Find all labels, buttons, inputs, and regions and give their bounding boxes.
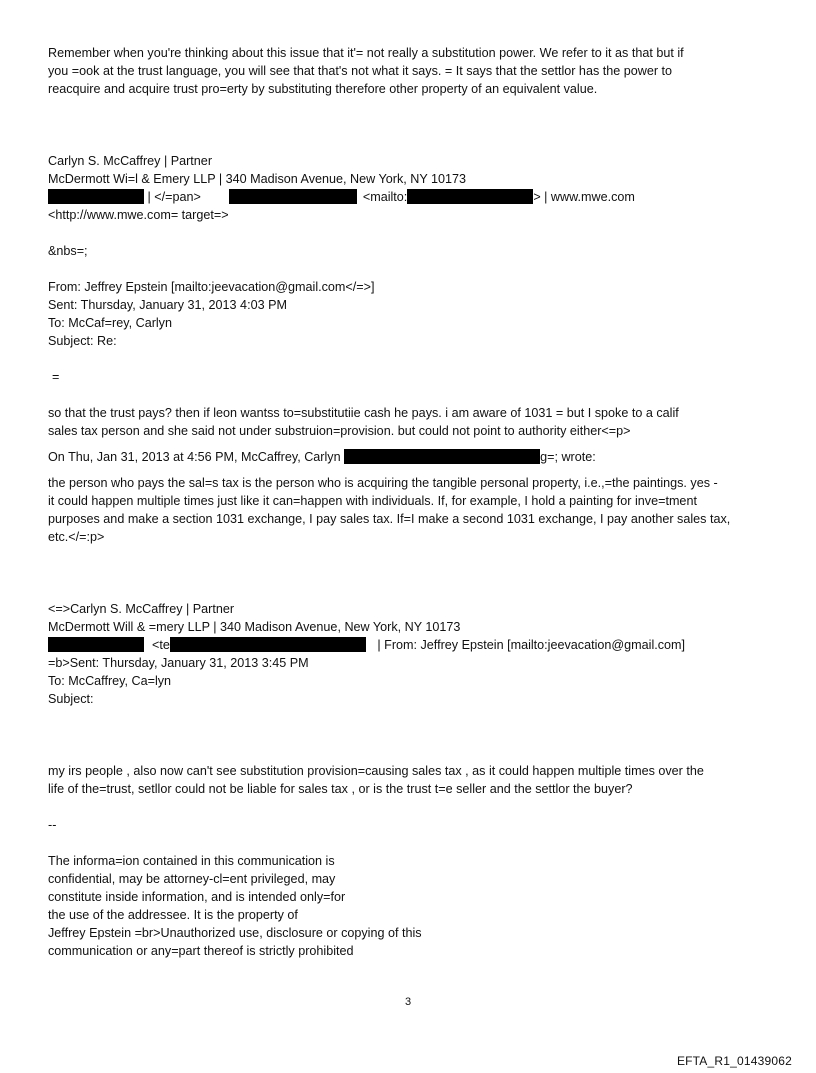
signature-url: <http://www.mwe.com= target=> [48,208,229,222]
redaction-box [170,637,366,652]
text-line: so that the trust pays? then if leon wantss to=substitutiie cash he pays. i am aware of 1031 = but I spoke to a calif [48,406,679,420]
nbsp-artifact: &nbs=; [48,244,88,258]
signature-contact-line [48,636,768,654]
signature-block-2 [48,600,768,708]
header-subject: Subject: [48,692,94,706]
equals-artifact: = [52,370,60,384]
text-line: sales tax person and she said not under substruion=provision. but could not point to authority either<=p> [48,424,631,438]
signature-fragment: <te [152,638,170,652]
text-line: Jeffrey Epstein =br>Unauthorized use, disclosure or copying of this [48,926,422,940]
header-sent: Sent: Thursday, January 31, 2013 4:03 PM [48,298,287,312]
bates-number: EFTA_R1_01439062 [676,1054,792,1068]
text-line: you =ook at the trust language, you will see that that's not what it says. = It says that the settlor has the power to [48,64,673,78]
text-line: etc.</=:p> [48,530,105,544]
text-line: it could happen multiple times just like it can=happen with individuals. If, for example, I hold a painting for inve=tment [48,494,697,508]
email-document [48,44,768,960]
paragraph-sales-tax [48,474,768,546]
confidentiality-disclaimer [48,852,768,960]
email-header-1 [48,278,768,350]
signature-fragment: | </=pan> [144,190,201,204]
redaction-box [48,637,144,652]
signature-name: <=>Carlyn S. McCaffrey | Partner [48,602,235,616]
signature-block-1 [48,152,768,224]
paragraph-substitution-power [48,44,768,98]
paragraph-trust-pays [48,404,768,440]
text-line: the use of the addressee. It is the property of [48,908,298,922]
page-number: 3 [404,996,412,1008]
text-line: the person who pays the sal=s tax is the person who is acquiring the tangible personal property, i.e.,=the paintings. yes - [48,476,718,490]
redaction-box [344,449,540,464]
text-line: communication or any=part thereof is strictly prohibited [48,944,354,958]
paragraph-irs-people [48,762,768,798]
signature-fragment: <mailto: [362,190,408,204]
header-subject: Subject: Re: [48,334,117,348]
signature-contact-line [48,188,768,206]
text-line: reacquire and acquire trust pro=erty by substituting therefore other property of an equivalent value. [48,82,598,96]
signature-firm: McDermott Will & =mery LLP | 340 Madison Avenue, New York, NY 10173 [48,620,461,634]
quote-attribution [48,448,768,466]
signature-fragment: > | www.mwe.com [533,190,635,204]
text-line: confidential, may be attorney-cl=ent privileged, may [48,872,336,886]
attribution-text: On Thu, Jan 31, 2013 at 4:56 PM, McCaffrey, Carlyn [48,450,345,464]
header-from: From: Jeffrey Epstein [mailto:jeevacation@gmail.com</=>] [48,280,375,294]
text-line: Remember when you're thinking about this issue that it'= not really a substitution power. We refer to it as that but if [48,46,684,60]
redaction-box [48,189,144,204]
signature-fragment: | From: Jeffrey Epstein [mailto:jeevacation@gmail.com] [373,638,686,652]
attribution-text: g=; wrote: [540,450,596,464]
text-line: life of the=trust, setllor could not be liable for sales tax , or is the trust t=e seller and the settlor the buyer? [48,782,633,796]
redaction-box [229,189,357,204]
header-sent: =b>Sent: Thursday, January 31, 2013 3:45 PM [48,656,309,670]
text-line: purposes and make a section 1031 exchange, I pay sales tax. If=I make a second 1031 exchange, I pay another sales tax, [48,512,731,526]
text-line: The informa=ion contained in this communication is [48,854,335,868]
header-to: To: McCaffrey, Ca=lyn [48,674,172,688]
header-to: To: McCaf=rey, Carlyn [48,316,172,330]
signature-separator: -- [48,818,57,832]
signature-firm: McDermott Wi=l & Emery LLP | 340 Madison Avenue, New York, NY 10173 [48,172,467,186]
redaction-box [407,189,533,204]
text-line: constitute inside information, and is intended only=for [48,890,346,904]
signature-name: Carlyn S. McCaffrey | Partner [48,154,213,168]
text-line: my irs people , also now can't see substitution provision=causing sales tax , as it could happen multiple times over the [48,764,704,778]
